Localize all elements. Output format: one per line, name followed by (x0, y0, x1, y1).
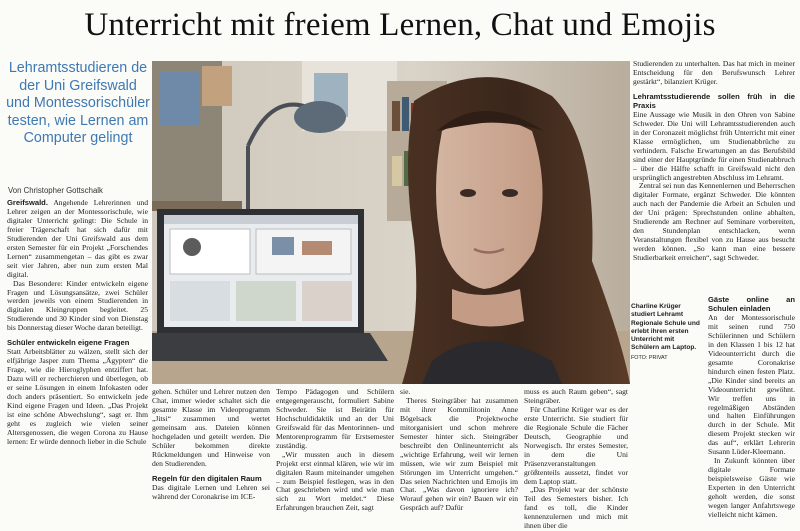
paragraph: Das Besondere: Kinder entwickeln eigene Fragen und Lösungsansätze, zwei Schüler werden jeweils von einem Studierenden in digitalen Kleingruppen begleitet. 25 Studierende und 30 Kinder sind von Dienstag bis Donnerstag dieser Woche daran beteiligt. (7, 278, 148, 333)
article-column-6-continued (708, 293, 795, 519)
subheading: Lehramtsstudierende sollen früh in die Praxis (633, 91, 795, 110)
paragraph: gehen. Schüler und Lehrer nutzen den Chat, immer wieder schaltet sich die gesamte Klasse im Videoprogramm „Jitsi“ zusammen und wertet gemeinsam aus. Dateien können hochgeladen und geteilt werden. Die Schüler bekommen direkte Rückmeldungen und Hinweise von den Studierenden. (152, 387, 270, 468)
paragraph: Das digitale Lernen und Lehren sei während der Coronakrise im ICE- (152, 482, 270, 501)
subheading: Gäste online an Schulen einladen (708, 295, 795, 313)
subheading: Schüler entwickeln eigene Fragen (7, 338, 130, 348)
article-column-4 (400, 387, 518, 513)
paragraph: Statt Arbeitsblätter zu wälzen, stellt sich der elfjährige Jasper zum Thema „Ägypten“ die Frage, wie die Hieroglyphen entziffert hat. Dazu will er recherchieren und überlegen, ob er seine Lösungen in einem Infokasten oder doch anders präsentiert. So entwickeln jede Kind eigene Fragen und Ideen. „Das Projekt ist eine schöne Abwechslung“, sagt er. Ihm geht es zugleich wie vielen seiner Altersgenossen, die wegen Corona zu Hause lernen: Er würde dennoch lieber in die Schule (7, 347, 148, 446)
paragraph: Studierenden zu unterhalten. Das hat mich in meiner Entscheidung für den Berufswunsch Lehrer gestärkt“, bilanziert Krüger. (633, 59, 795, 86)
headline: Unterricht mit freiem Lernen, Chat und Emojis (84, 7, 716, 43)
photo-student-at-laptop (152, 61, 630, 384)
byline: Von Christopher Gottschalk (8, 186, 103, 195)
paragraph: „Das Projekt war der schönste Teil des Semesters bisher. Ich fand es toll, die Kinder kennenzulernen und mich mit ihnen über die (524, 485, 628, 531)
paragraph: An der Montessorischule mit seinen rund 750 Schülerinnen und Schülern in den Klassen 1 bis 12 hat Videounterricht durch die gesamte Coronakrise hindurch einen festen Platz. „Die Kinder sind bereits an Videounterricht gewöhnt. Wir treffen uns in regelmäßigen Abständen und halten Einführungen durch in der Schule. Mit diesem Projekt stecken wir das auf“, erklärt Lehrerin Susann Lüder-Kleemann. (708, 313, 795, 457)
dateline: Greifswald. (7, 198, 48, 207)
photo-credit: FOTO: PRIVAT (631, 354, 668, 361)
article-column-2 (152, 388, 270, 508)
photo-caption: Charline Krüger studiert Lehramt Regionale Schule und erlebt ihren ersten Unterricht mit Schülern am Laptop. FOTO: PRIVAT (631, 303, 703, 362)
paragraph: „Wir mussten auch in diesem Projekt erst einmal klären, wie wir im digitalen Raum miteinander umgehen – zum Beispiel festlegen, was in den Chat geschrieben wird und wie man sich zu Wort meldet.“ Diese Erfahrungen brauchen Zeit, sagt (276, 449, 394, 513)
paragraph: Eine Aussage wie Musik in den Ohren von Sabine Schweder. Die Uni will Lehramtsstudierenden auch in der Coronazeit möglichst früh Unterricht mit einer Klasse ermöglichen, um Studienabbrüche zu verhindern. Falsche Erwartungen an das Berufsbild sind einer der Hauptgründe für einen Studienabbruch – über die Hälfte schafft in Greifswald nicht den ursprünglich angestrebten Abschluss im Lehramt. (633, 109, 795, 182)
article-column-5 (524, 387, 628, 531)
paragraph: Greifswald. Angehende Lehrerinnen und Lehrer zeigen an der Montessorischule, wie digitaler Unterricht gelingt: Die Schule in freier Trägerschaft hat sich dafür mit Studierenden der Uni Greifswald aus dem ersten Semester für ein Projekt „Forschendes Lernen“ zusammengetan – das gibt es zwar seit vier Jahren, aber nun zum ersten Mal digital. (7, 198, 148, 279)
article-column-6 (633, 60, 795, 292)
paragraph: muss es auch Raum geben“, sagt Steingräber. (524, 387, 628, 405)
paragraph: Für Charline Krüger war es der erste Unterricht. Sie studiert für die Regionale Schule die Fächer Deutsch, Geographie und Norwegisch. Ihr erstes Semester, in dem die Uni Präsenzveranstaltungen größtenteils aussetzt, findet vor dem Laptop statt. (524, 404, 628, 486)
paragraph: sie. (400, 387, 411, 396)
paragraph: In Zukunft könnten über digitale Formate beispielsweise Gäste wie Experten in den Unterricht geholt werden, die sonst wegen langer Anfahrtswege vielleicht nicht kämen. (708, 456, 795, 519)
subheading: Regeln für den digitalen Raum (152, 473, 262, 483)
article-column-3 (276, 387, 394, 513)
paragraph: Zentral sei nun das Kennenlernen und Beherrschen digitaler Formate, ergänzt Schweder. Die könnten auch nach der Pandemie die Arbeit an Schulen und der Uni prägen: Sprechstunden online abhalten, Studierende am Rechner auf Seminare vorbereiten, den Stundenplan entschlacken, wenn Veranstaltungen flexibel von zu Hause aus besucht werden können. „So kann man eine bessere Studierbarkeit erreichen“, sagt Schweder. (633, 181, 795, 263)
paragraph: Theres Steingräber hat zusammen mit ihrer Kommilitonin Anne Bögelsack die Projektwoche mitorganisiert und schon mehrere Semester hinter sich. Steingräber beschreibt den Onlineunterricht als „wichtige Erfahrung, weil wir lernen müssen, wie wir zum Beispiel mit Störungen im Unterricht umgehen.“ Das seien Nachrichten und Emojis im Chat. „Was davon ignoriere ich? Worauf gehen wir ein? Bauen wir ein Gespräch auf? Dafür (400, 395, 518, 513)
article-photo (152, 61, 630, 384)
article-column-1 (7, 199, 148, 505)
teaser: Lehramtsstudieren de der Uni Greifswald und Montessorischüler testen, wie Lernen am Computer gelingt (6, 60, 150, 147)
paragraph: Tempo Pädagogen und Schülern entgegengerauscht, formuliert Sabine Schweder. Sie ist Beirätin für Hochschuldidaktik und an der Uni Greifswald für das Mentorinnen- und Mentorenprogramm für Erstsemester zuständig. (276, 387, 394, 450)
